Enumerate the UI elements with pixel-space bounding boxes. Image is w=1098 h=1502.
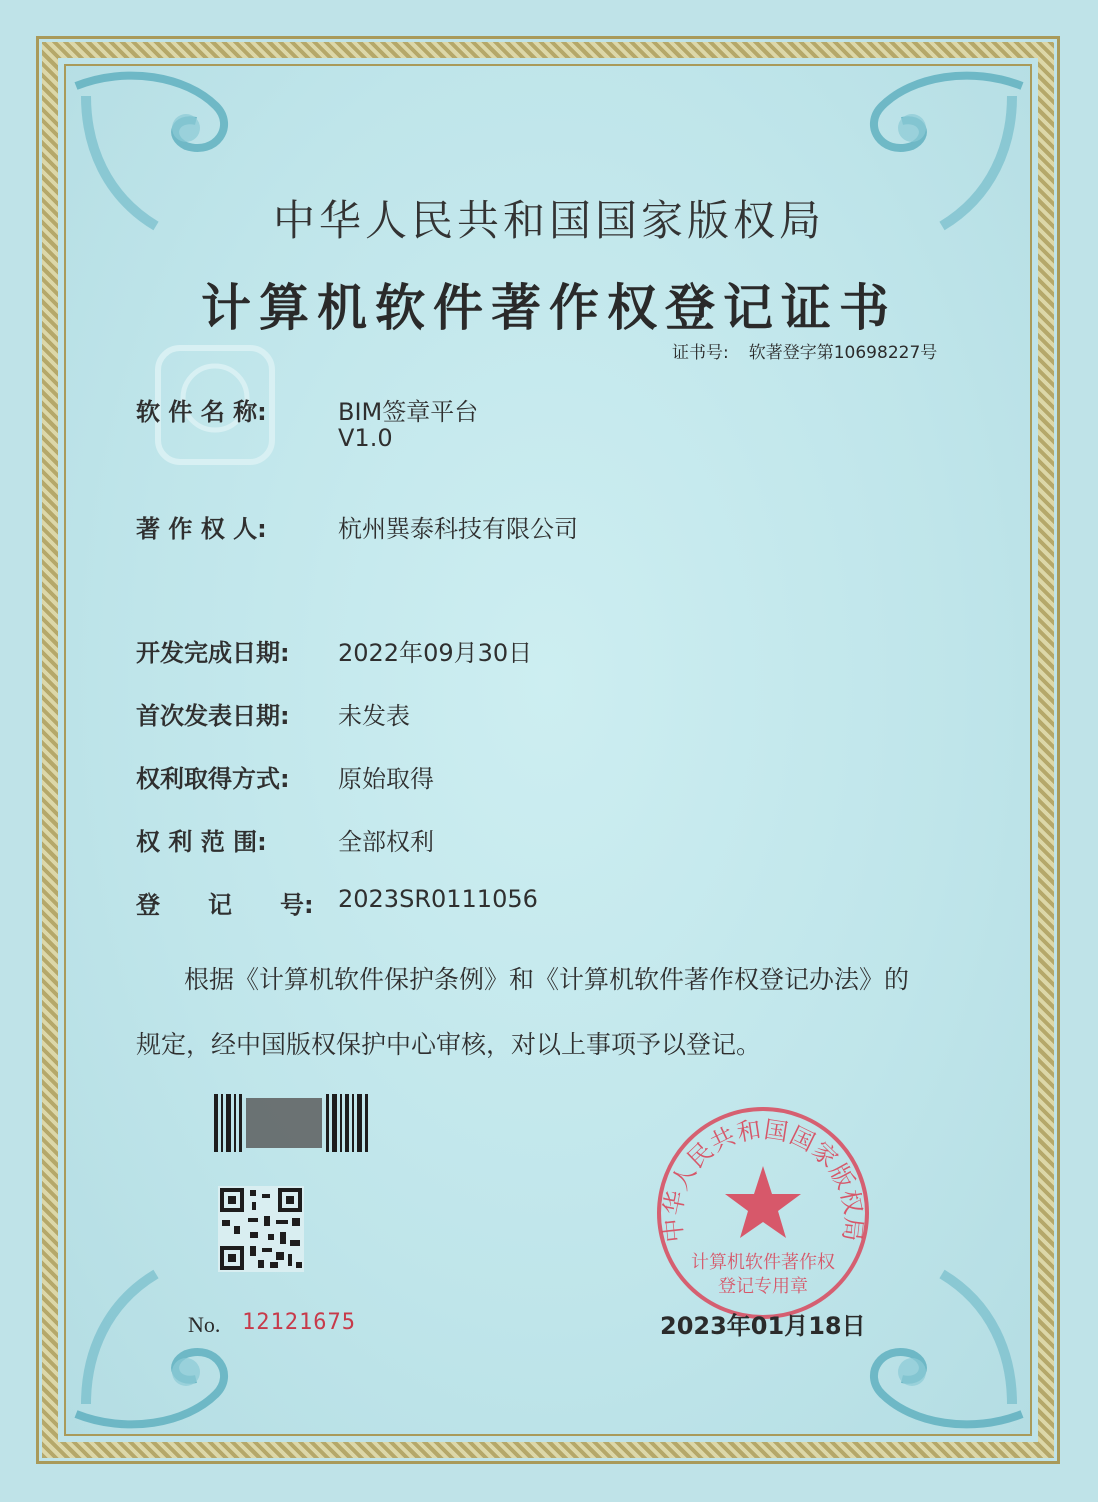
- statement-line-2: 规定，经中国版权保护中心审核，对以上事项予以登记。: [136, 1030, 762, 1059]
- statement-line-1: 根据《计算机软件保护条例》和《计算机软件著作权登记办法》的: [184, 965, 910, 994]
- svg-text:登记专用章: 登记专用章: [718, 1276, 808, 1297]
- issue-date: 2023年01月18日: [660, 1312, 866, 1340]
- pub-date-value: 未发表: [338, 702, 410, 730]
- owner-value: 杭州巽泰科技有限公司: [338, 515, 578, 543]
- registration-number-value: 2023SR0111056: [338, 885, 538, 913]
- svg-text:中华人民共和国国家版权局: 中华人民共和国国家版权局: [658, 1115, 868, 1244]
- certificate-number: [672, 338, 937, 363]
- serial-number-label: No.: [188, 1312, 221, 1337]
- corner-ornament-bottom-left: [66, 1264, 266, 1434]
- software-version-value: V1.0: [338, 424, 393, 452]
- acquire-method-label: 权利取得方式:: [136, 765, 290, 793]
- official-seal: [652, 1102, 874, 1324]
- dev-date-label: 开发完成日期:: [136, 639, 290, 667]
- issuer-title: 中华人民共和国国家版权局: [272, 196, 825, 245]
- certificate-title: 计算机软件著作权登记证书: [201, 279, 897, 337]
- certificate-number-label: 证书号:: [672, 343, 729, 363]
- rights-scope-value: 全部权利: [338, 828, 434, 856]
- rights-scope-label: 权 利 范 围:: [136, 828, 267, 856]
- certificate-number-value: 软著登字第10698227号: [748, 343, 938, 363]
- barcode-image: [214, 1094, 370, 1152]
- qr-code-image: [218, 1186, 304, 1272]
- software-name-label: 软 件 名 称:: [136, 398, 267, 426]
- pub-date-label: 首次发表日期:: [136, 702, 290, 730]
- owner-label: 著 作 权 人:: [136, 515, 267, 543]
- acquire-method-value: 原始取得: [338, 765, 434, 793]
- registration-number-label: 登 记 号:: [136, 891, 314, 919]
- serial-number-value: 12121675: [242, 1310, 356, 1335]
- software-name-value: BIM签章平台: [338, 398, 479, 426]
- svg-text:计算机软件著作权: 计算机软件著作权: [691, 1252, 835, 1273]
- dev-date-value: 2022年09月30日: [338, 639, 533, 667]
